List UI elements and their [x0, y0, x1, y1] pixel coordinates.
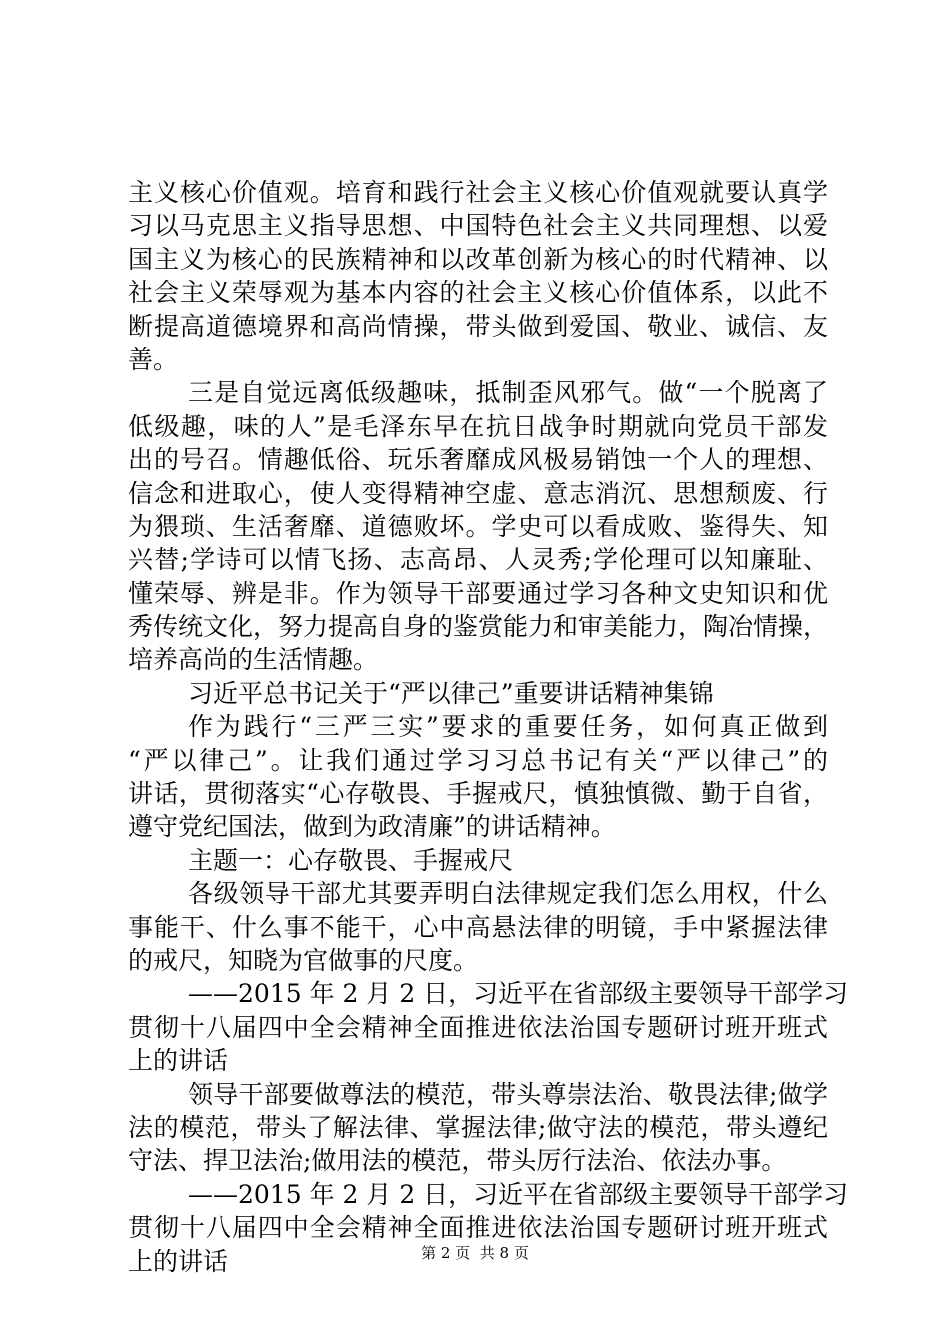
- text-line: 善。: [128, 344, 179, 374]
- text-line: 培养高尚的生活情趣。: [128, 645, 379, 675]
- text-line: 三是自觉远离低级趣味，抵制歪风邪气。做“一个脱离了: [188, 378, 828, 408]
- text-line: 贯彻十八届四中全会精神全面推进依法治国专题研讨班开班式: [128, 1012, 828, 1042]
- text-line: 信念和进取心，使人变得精神空虚、意志消沉、思想颓废、行: [128, 478, 828, 508]
- text-line: 讲话，贯彻落实“心存敬畏、手握戒尺，慎独慎微、勤于自省，: [128, 779, 828, 809]
- text-line: “严以律己”。让我们通过学习习总书记有关“严以律己”的: [128, 745, 828, 775]
- text-line: 各级领导干部尤其要弄明白法律规定我们怎么用权，什么: [188, 879, 828, 909]
- text-line: 主题一：心存敬畏、手握戒尺: [188, 845, 514, 875]
- text-line: 的戒尺，知晓为官做事的尺度。: [128, 945, 479, 975]
- text-line: 上的讲话: [128, 1246, 229, 1276]
- page-footer: 第 2 页 共 8 页: [421, 1244, 529, 1262]
- text-line: 事能干、什么事不能干，心中高悬法律的明镜，手中紧握法律: [128, 912, 828, 942]
- text-line: ——2015 年 2 月 2 日，习近平在省部级主要领导干部学习: [188, 1179, 849, 1209]
- text-line: 断提高道德境界和高尚情操，带头做到爱国、敬业、诚信、友: [128, 311, 828, 341]
- text-line: 作为践行“三严三实”要求的重要任务，如何真正做到: [188, 712, 828, 742]
- text-line: 习近平总书记关于“严以律己”重要讲话精神集锦: [188, 678, 714, 708]
- text-line: 秀传统文化，努力提高自身的鉴赏能力和审美能力，陶冶情操，: [128, 612, 829, 642]
- text-line: 贯彻十八届四中全会精神全面推进依法治国专题研讨班开班式: [128, 1213, 828, 1243]
- text-line: 国主义为核心的民族精神和以改革创新为核心的时代精神、以: [128, 244, 828, 274]
- text-line: 习以马克思主义指导思想、中国特色社会主义共同理想、以爱: [128, 211, 828, 241]
- text-line: 领导干部要做尊法的模范，带头尊崇法治、敬畏法律;做学: [188, 1079, 828, 1109]
- text-line: 主义核心价值观。培育和践行社会主义核心价值观就要认真学: [128, 178, 828, 207]
- text-line: 出的号召。情趣低俗、玩乐奢靡成风极易销蚀一个人的理想、: [128, 445, 828, 475]
- text-line: 社会主义荣辱观为基本内容的社会主义核心价值体系，以此不: [128, 278, 828, 308]
- text-line: 兴替;学诗可以情飞扬、志高昂、人灵秀;学伦理可以知廉耻、: [128, 545, 828, 575]
- text-line: 遵守党纪国法，做到为政清廉”的讲话精神。: [128, 812, 616, 842]
- text-line: 守法、捍卫法治;做用法的模范，带头厉行法治、依法办事。: [128, 1146, 787, 1176]
- text-line: 低级趣，味的人”是毛泽东早在抗日战争时期就向党员干部发: [128, 411, 828, 441]
- text-line: 懂荣辱、辨是非。作为领导干部要通过学习各种文史知识和优: [128, 578, 828, 608]
- text-line: 为猥琐、生活奢靡、道德败坏。学史可以看成败、鉴得失、知: [128, 511, 828, 541]
- text-line: 法的模范，带头了解法律、掌握法律;做守法的模范，带头遵纪: [128, 1112, 828, 1142]
- text-line: ——2015 年 2 月 2 日，习近平在省部级主要领导干部学习: [188, 979, 849, 1009]
- document-body: [128, 176, 849, 1278]
- text-line: 上的讲话: [128, 1046, 229, 1076]
